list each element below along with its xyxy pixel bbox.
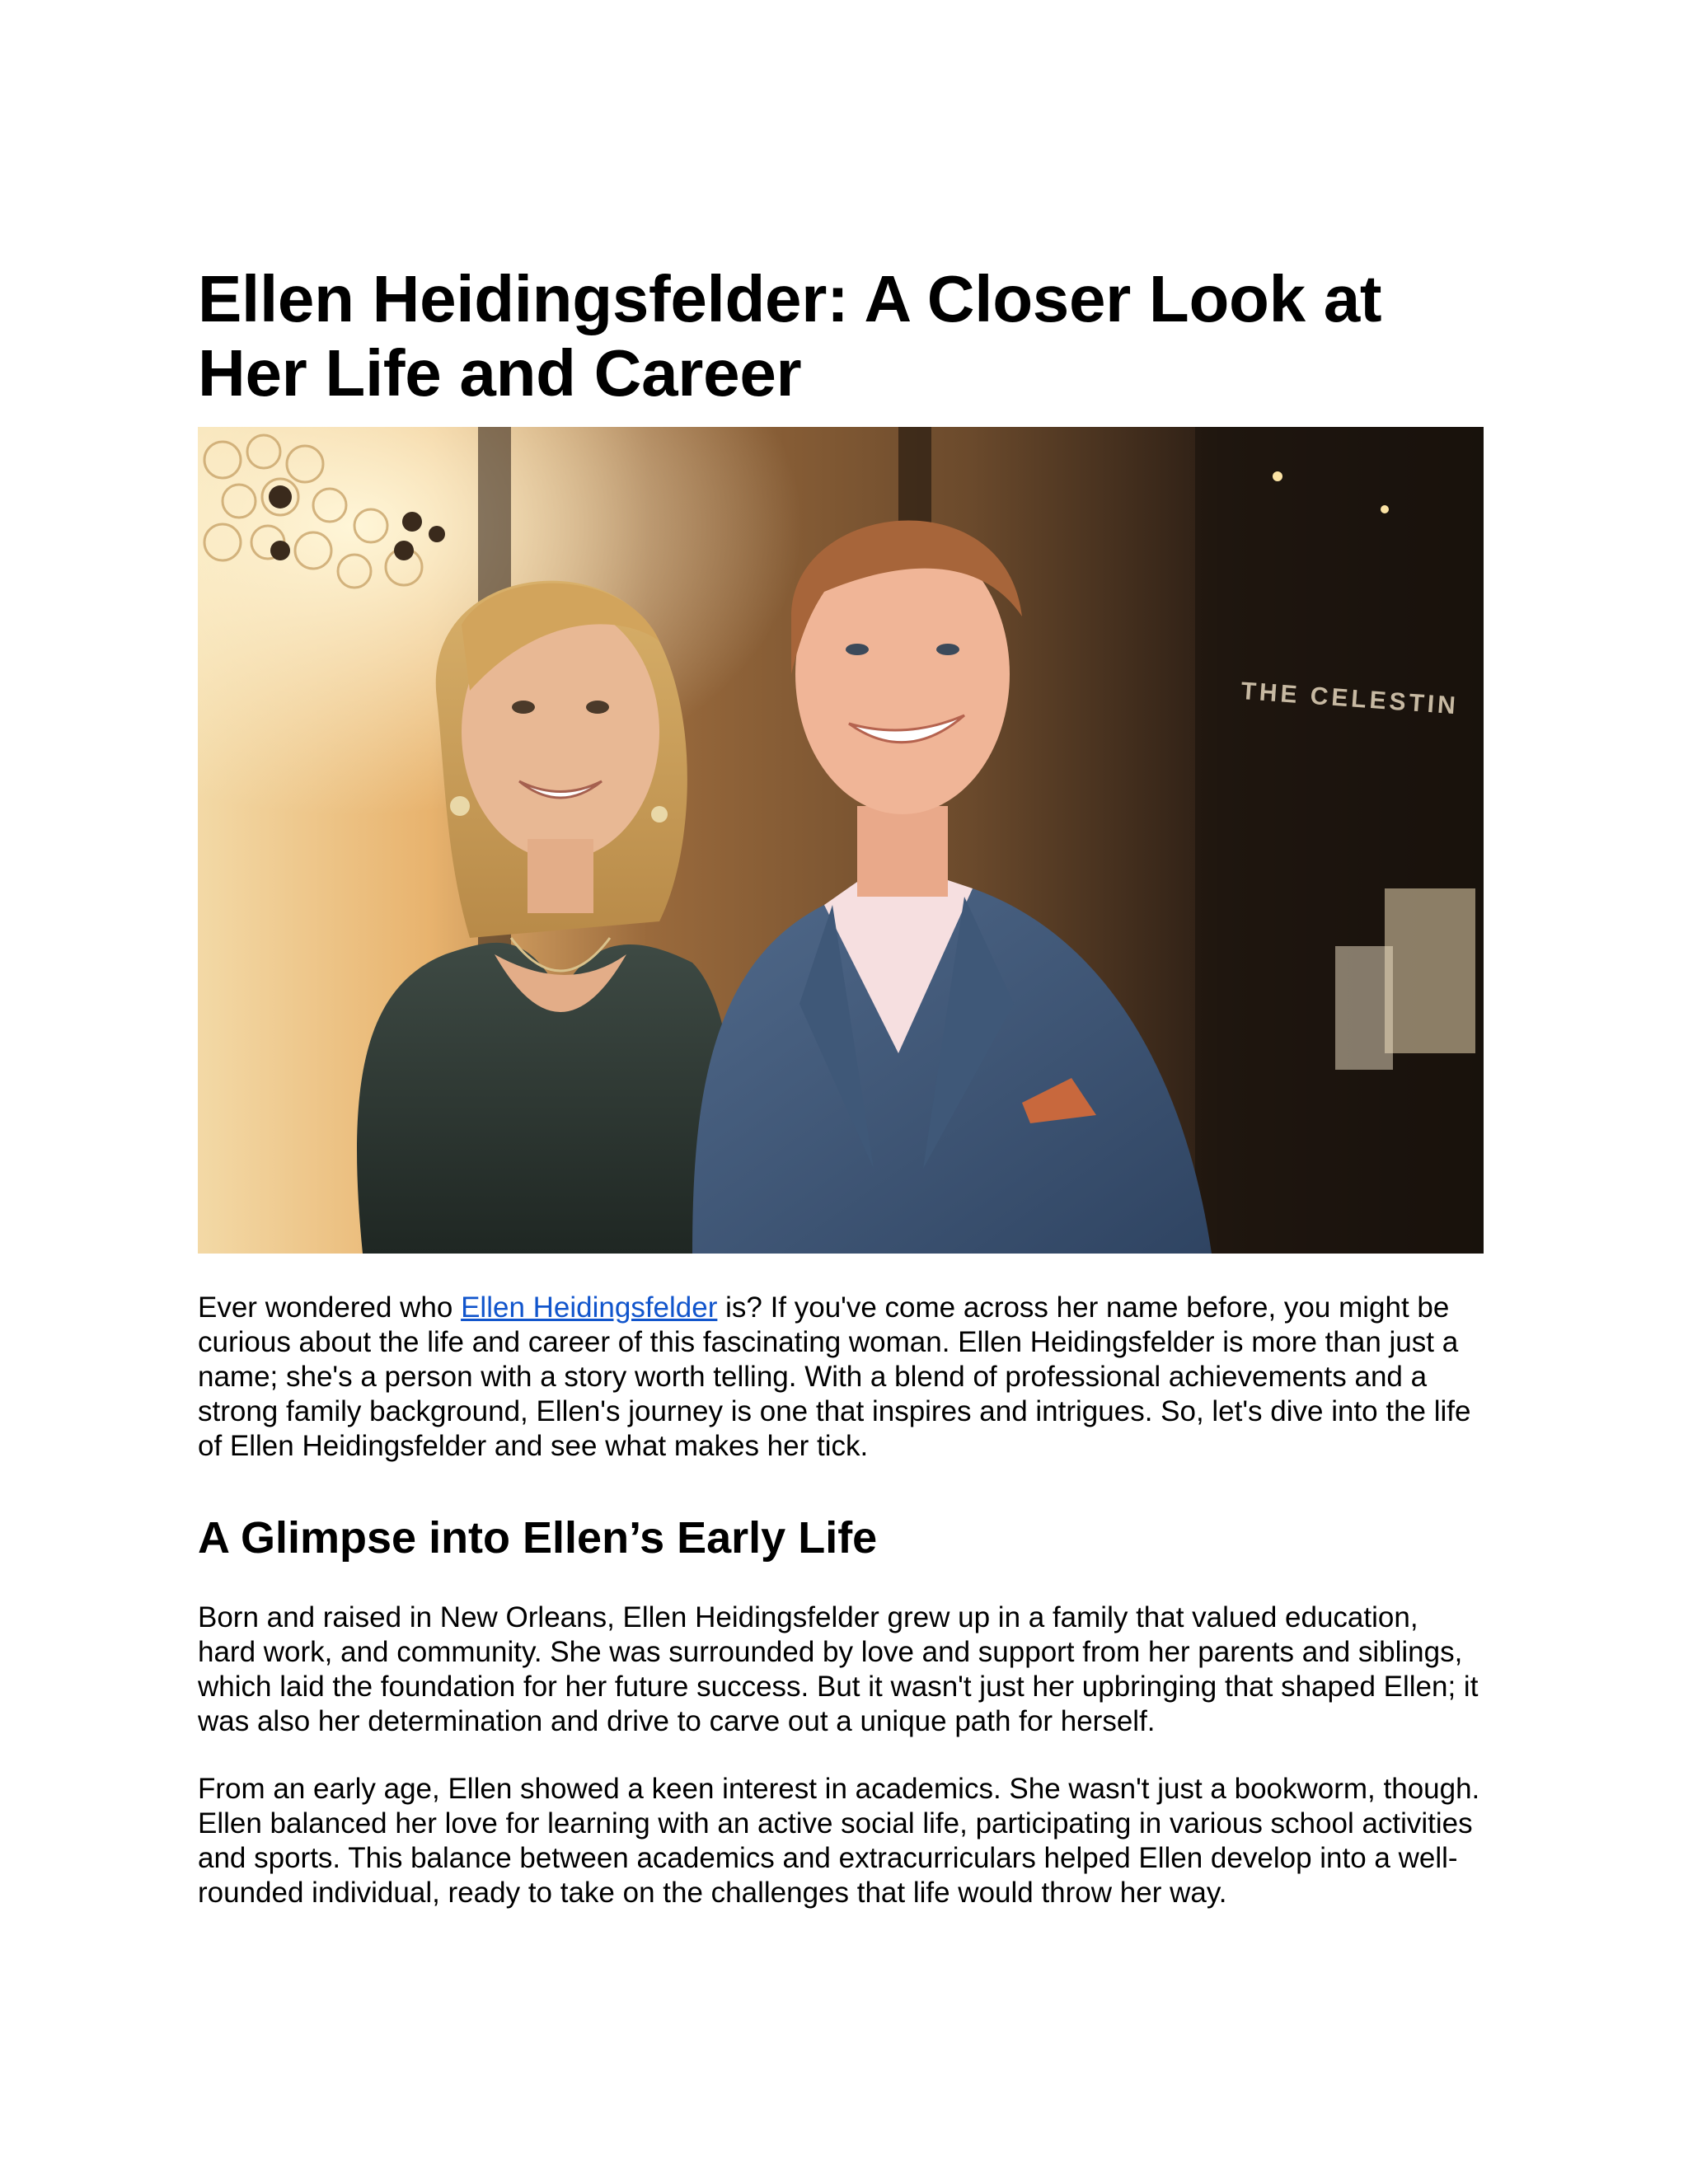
hero-photo	[198, 427, 1484, 1254]
early-life-paragraph-1: Born and raised in New Orleans, Ellen Heidingsfelder grew up in a family that valued education, hard work, and community. She was surrounded by love and support from her parents and siblings, which laid the foundation for her future success. But it wasn't just her upbringing that shaped Ellen; it was also her determination and drive to carve out a unique path for herself.	[198, 1601, 1479, 1737]
store-sign: THE CELESTIN	[1240, 677, 1460, 720]
intro-text-after-link: is? If you've come across her name before, you might be curious about the life and career of this fascinating woman. Ellen Heidingsfelder is more than just a name; she's a person with a story worth telling. With a blend of professional achievements and a strong family background, Ellen's journey is one that inspires and intrigues. So, let's dive into the life of Ellen Heidingsfelder and see what makes her tick.	[198, 1291, 1471, 1462]
article-title: Ellen Heidingsfelder: A Closer Look at Her Life and Career	[198, 262, 1382, 410]
intro-paragraph	[198, 1291, 1484, 1464]
hero-photo-illustration	[198, 427, 1484, 1254]
early-life-paragraph-2: From an early age, Ellen showed a keen interest in academics. She wasn't just a bookworm, though. Ellen balanced her love for learning with an active social life, participating in various school activities and sports. This balance between academics and extracurriculars helped Ellen develop into a well-rounded individual, ready to take on the challenges that life would throw her way.	[198, 1773, 1480, 1909]
intro-text-before-link: Ever wondered who	[198, 1291, 462, 1324]
section-heading-early-life: A Glimpse into Ellen’s Early Life	[198, 1513, 878, 1563]
ellen-heidingsfelder-link[interactable]: Ellen Heidingsfelder	[461, 1291, 718, 1324]
